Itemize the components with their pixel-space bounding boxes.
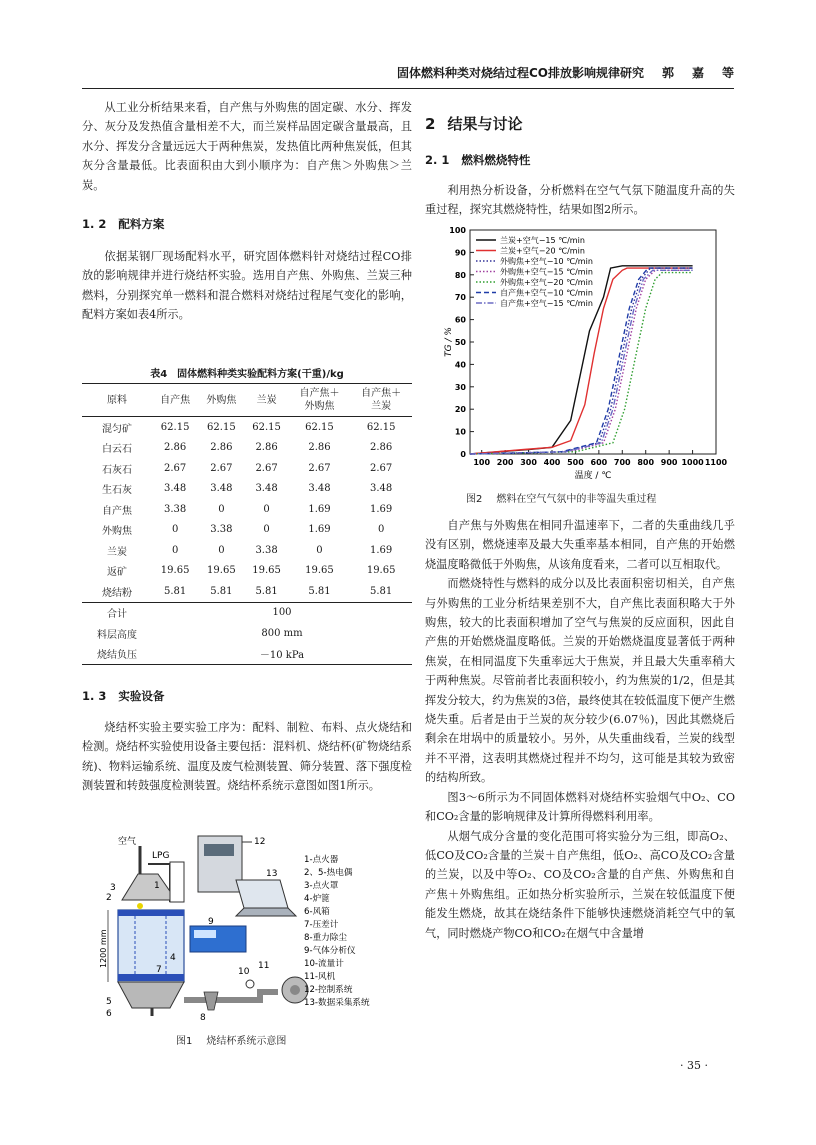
table-row: [82, 417, 412, 438]
callout-number: 6: [106, 1009, 112, 1019]
table-header: 外购焦: [198, 384, 244, 417]
callout-number: 11: [258, 961, 270, 971]
para8-text: 从烟气成分含量的变化范围可将实验分为三组，即高O₂、低CO及CO₂含量的兰炭＋自产焦组，低O₂、高CO及CO₂含量的兰炭，以及中等O₂、CO及CO₂含量的自产焦、外购焦和自产焦＋外购焦组。正如热分析实验所示，兰炭在较低温度下便能发生燃烧，故其在烧结条件下能够快速燃烧消耗空气中的氧气，同时燃烧产物CO和CO₂在烟气中含量增: [425, 829, 735, 940]
section-title: 燃料燃烧特性: [461, 153, 531, 167]
running-header: [82, 64, 734, 89]
figure-1-caption: [176, 1032, 286, 1047]
table-row: [82, 458, 412, 479]
table-summary-row: [82, 602, 412, 623]
legend-item: 13-数据采集系统: [304, 998, 370, 1008]
section-title: 结果与讨论: [447, 115, 523, 133]
paragraph-discussion: [425, 516, 735, 943]
para2-text: 依据某钢厂现场配料水平，研究固体燃料针对烧结过程CO排放的影响规律并进行烧结杯实验。选用自产焦、外购焦、兰炭三种燃料，分别探究单一燃料和混合燃料对烧结过程尾气变化的影响，配料方案如表4所示。: [82, 250, 412, 322]
y-tick-label: 60: [454, 315, 466, 325]
windbox-shape: [118, 982, 184, 1008]
table-cell: 2.86: [210, 442, 233, 454]
x-axis-label: 温度 / ℃: [574, 471, 612, 481]
table-cell: 0: [263, 524, 270, 536]
table-cell: 3.38: [255, 544, 278, 556]
para6-text: 而燃烧特性与燃料的成分以及比表面积密切相关，自产焦与外购焦的工业分析结果差别不大，自产焦比表面积略大于外购焦，较大的比表面积增加了空气与焦炭的反应面积，因此自产焦的开始燃烧温度略低。兰炭的开始燃烧温度显著低于两种焦炭，在相同温度下失重率远大于焦炭，并且最大失重率稍大于两种焦炭。尽管前者比表面积较小，约为焦炭的1/2，但是其挥发分较大，约为焦炭的3倍，最终使其在较低温度下便产生燃烧失重。后者是由于兰炭的灰分较少(6.07％)，因此其燃烧后剩余在坩埚中的质量较小。另外，从失重曲线看，兰炭的线型并不平滑，这表明其燃烧过程并不均匀，这可能是其较为致密的结构所致。: [425, 577, 735, 785]
table-cell: －10 kPa: [152, 644, 412, 665]
y-tick-label: 0: [460, 450, 466, 459]
flow-meter-shape: [246, 980, 254, 988]
table-cell: 3.48: [163, 483, 187, 495]
table-cell: 3.48: [308, 483, 331, 495]
legend-label: 自产焦+空气−10 ℃/min: [500, 288, 593, 298]
section-2-1-heading: [425, 152, 530, 168]
callout-number: 5: [106, 997, 112, 1007]
legend-item: 12-控制系统: [304, 985, 353, 995]
table-cell: 62.15: [305, 421, 334, 433]
table-cell: 1.69: [308, 503, 331, 515]
figure-caption-text: 烧结杯系统示意图: [206, 1036, 287, 1047]
x-tick-label: 1000: [681, 458, 704, 467]
legend-label: 外购焦+空气−10 ℃/min: [500, 257, 593, 266]
table-row: [82, 499, 412, 520]
table-cell: 合计: [82, 602, 152, 623]
legend-label: 外购焦+空气−15 ℃/min: [500, 267, 593, 277]
x-tick-label: 100: [473, 458, 491, 467]
table-cell: 0: [171, 524, 179, 536]
x-tick-label: 300: [520, 458, 537, 467]
table-cell: 1.69: [370, 503, 393, 515]
y-tick-label: 80: [454, 270, 466, 280]
table-cell: 料层高度: [97, 629, 137, 641]
legend-item: 4-炉篦: [304, 894, 330, 904]
legend-item: 10-流量计: [304, 959, 344, 969]
table-cell: 2.86: [308, 442, 331, 454]
section-1-3-heading: [82, 688, 164, 704]
callout-number: 12: [254, 837, 266, 847]
table-cell: 外购焦: [102, 526, 132, 538]
y-tick-label: 100: [449, 226, 466, 235]
callout-number: 3: [110, 883, 116, 893]
table-header: 原料: [82, 384, 152, 417]
fig1-legend: [304, 853, 370, 1008]
dust-collector-shape: [204, 992, 218, 1010]
table-cell: 19.65: [366, 565, 396, 577]
para3-text: 烧结杯实验主要实验工序为：配料、制粒、布料、点火烧结和检测。烧结杯实验使用设备主要包括：混料机、烧结杯(矿物烧结系统)、物料运输系统、温度及废气检测装置、筛分装置、落下强度检测装置和转鼓强度检测装置。烧结杯系统示意图如图1所示。: [82, 721, 412, 793]
x-tick-label: 600: [590, 458, 608, 467]
table-cell: 2.67: [210, 462, 233, 474]
table-cell: 3.48: [255, 483, 278, 495]
y-tick-label: 20: [454, 405, 466, 415]
table-header: 兰炭: [245, 384, 289, 417]
table-cell: 石灰石: [102, 464, 132, 476]
table-cell: 0: [171, 544, 179, 556]
table-cell: 2.67: [163, 462, 187, 474]
legend-item: 6-风箱: [304, 907, 330, 917]
table-cell: 0: [218, 544, 225, 556]
table-cell: 1.69: [308, 524, 331, 536]
x-tick-label: 900: [660, 458, 678, 467]
y-tick-label: 30: [454, 382, 466, 392]
callout-number: 1: [154, 881, 160, 891]
header-title: 固体燃料种类对烧结过程CO排放影响规律研究: [396, 66, 644, 80]
table-cell: 3.48: [370, 483, 393, 495]
laptop-shape: [236, 880, 288, 908]
table-row: [82, 520, 412, 541]
table-cell: 烧结粉: [102, 587, 132, 599]
table-row: [82, 540, 412, 561]
table-cell: 返矿: [107, 567, 127, 579]
lpg-label: LPG: [152, 851, 170, 861]
section-number: 1. 3: [82, 689, 107, 703]
callout-number: 10: [238, 967, 250, 977]
header-author2: 嘉: [691, 66, 704, 80]
table-cell: 白云石: [102, 444, 132, 456]
section-number: 1. 2: [82, 217, 107, 231]
table-cell: 兰炭: [107, 546, 127, 558]
table-cell: 0: [377, 524, 385, 536]
table-cell: 5.81: [370, 585, 393, 597]
pot-top-band: [118, 910, 184, 916]
sinter-pot-body: [118, 910, 184, 982]
section-number: 2: [425, 115, 436, 133]
tg-chart: [440, 224, 730, 486]
legend-item: 8-重力除尘: [304, 933, 347, 943]
gas-analyzer-shape: [190, 926, 246, 952]
callout-number: 13: [266, 869, 278, 879]
table-cell: 2.67: [255, 462, 278, 474]
callout-number: 9: [208, 917, 214, 927]
figure-number: 图1: [176, 1036, 193, 1047]
y-axis-label: TG / %: [444, 327, 454, 357]
figure-2-caption: [466, 490, 656, 505]
table-cell: 62.15: [160, 421, 190, 433]
table-cell: 混匀矿: [102, 423, 132, 435]
para5-text: 自产焦与外购焦在相同升温速率下，二者的失重曲线几乎没有区别，燃烧速率及最大失重率基本相同，自产焦的开始燃烧温度略微低于外购焦，从该角度看来，二者可以互相取代。: [425, 519, 735, 571]
table-cell: 2.67: [308, 462, 331, 474]
legend-label: 自产焦+空气−15 ℃/min: [500, 299, 593, 308]
legend-label: 兰炭+空气−20 ℃/min: [500, 246, 585, 256]
table-header: 自产焦＋ 兰炭: [350, 384, 412, 417]
legend-item: 9-气体分析仪: [304, 946, 356, 956]
x-tick-label: 800: [637, 458, 655, 467]
paragraph-industrial-analysis: [82, 98, 412, 195]
legend-item: 2、5-热电偶: [304, 868, 353, 878]
paragraph-equipment: [82, 718, 412, 796]
legend-item: 11-风机: [304, 972, 336, 982]
x-tick-label: 1100: [704, 458, 728, 467]
callout-number: 2: [106, 893, 112, 903]
table-row: [82, 479, 412, 500]
table-cell: 5.81: [255, 585, 278, 597]
table-cell: 62.15: [366, 421, 396, 433]
legend-item: 1-点火器: [304, 855, 339, 865]
section-title: 配料方案: [118, 217, 165, 231]
igniter-icon: [137, 903, 143, 909]
grate-band: [118, 974, 184, 981]
table-row: [82, 561, 412, 582]
x-tick-label: 200: [496, 458, 514, 467]
callout-number: 4: [170, 953, 176, 963]
sinter-pot-schematic: [100, 832, 410, 1024]
table-cell: 0: [316, 544, 323, 556]
table-cell: 800 mm: [261, 627, 303, 639]
paragraph-batching: [82, 247, 412, 325]
table-cell: 生石灰: [102, 485, 132, 497]
table-header: 自产焦＋ 外购焦: [289, 384, 351, 417]
x-tick-label: 700: [613, 458, 631, 467]
para7-text: 图3～6所示为不同固体燃料对烧结杯实验烟气中O₂、CO和CO₂含量的影响规律及计算所得燃料利用率。: [425, 790, 735, 824]
table-cell: 5.81: [308, 585, 331, 597]
legend-item: 3-点火罩: [304, 881, 339, 891]
table-cell: 62.15: [207, 421, 236, 433]
table-cell: 烧结负压: [82, 644, 152, 665]
callout-number: 8: [200, 1013, 206, 1023]
y-tick-label: 70: [454, 293, 466, 303]
table-cell: 19.65: [305, 565, 334, 577]
y-tick-label: 40: [454, 360, 466, 370]
x-tick-label: 400: [543, 458, 561, 467]
legend-label: 外购焦+空气−20 ℃/min: [500, 278, 593, 287]
header-etal: 等: [721, 66, 734, 80]
section-number: 2. 1: [425, 153, 450, 167]
para1-text: 从工业分析结果来看，自产焦与外购焦的固定碳、水分、挥发分、灰分及发热值含量相差不大，而兰炭样品固定碳含量最高，且水分、挥发分含量远远大于两种焦炭，发热值比两种焦炭低，但其灰分含量最低。比表面积由大到小顺序为：自产焦＞外购焦＞兰炭。: [82, 101, 412, 192]
table-cell: 2.86: [255, 442, 278, 454]
paragraph-thermal-analysis: [425, 181, 735, 220]
table-cell: 2.67: [370, 462, 393, 474]
figure-caption-text: 燃料在空气气氛中的非等温失重过程: [496, 494, 657, 505]
table-cell: 100: [152, 602, 412, 623]
para4-text: 利用热分析设备，分析燃料在空气气氛下随温度升高的失重过程，探究其燃烧特性，结果如图2所示。: [425, 184, 735, 217]
legend-item: 7-压差计: [304, 920, 339, 930]
section-title: 实验设备: [118, 689, 165, 703]
table-caption: 表4 固体燃料种类实验配料方案(干重)/kg: [150, 369, 344, 380]
section-2-heading: [425, 113, 522, 134]
table-cell: 3.38: [210, 524, 233, 536]
air-label: 空气: [118, 837, 137, 847]
table-cell: 2.86: [370, 442, 393, 454]
legend-label: 兰炭+空气−15 ℃/min: [500, 236, 585, 245]
table-cell: 0: [263, 503, 270, 515]
table-cell: 19.65: [207, 565, 236, 577]
table-row: [82, 438, 412, 459]
table-cell: 5.81: [163, 585, 187, 597]
table-header-row: [82, 384, 412, 417]
callout-number: 7: [156, 965, 162, 975]
table-summary-row: [82, 644, 412, 665]
x-tick-label: 500: [567, 458, 584, 467]
table-cell: 62.15: [252, 421, 281, 433]
table-row: [82, 581, 412, 602]
ignition-hood-shape: [122, 874, 176, 900]
y-tick-label: 10: [454, 427, 466, 437]
section-1-2-heading: [82, 216, 164, 232]
figure-number: 图2: [466, 494, 483, 505]
table-summary-row: [82, 623, 412, 644]
page-number: · 35 ·: [680, 1059, 708, 1072]
table-cell: 3.48: [210, 483, 233, 495]
height-label: 1200 mm: [99, 929, 108, 968]
table-header: 自产焦: [152, 384, 198, 417]
table-cell: 19.65: [252, 565, 281, 577]
table-cell: 2.86: [163, 442, 187, 454]
table-cell: 5.81: [210, 585, 233, 597]
table-cell: 自产焦: [102, 505, 132, 517]
y-tick-label: 90: [454, 248, 466, 258]
table-cell: 3.38: [163, 503, 187, 515]
table-cell: 1.69: [370, 544, 393, 556]
table-cell: 0: [218, 503, 225, 515]
header-author1: 郭: [661, 66, 674, 80]
y-tick-label: 50: [454, 338, 466, 347]
table-cell: 19.65: [160, 565, 190, 577]
batching-table: [82, 383, 412, 665]
